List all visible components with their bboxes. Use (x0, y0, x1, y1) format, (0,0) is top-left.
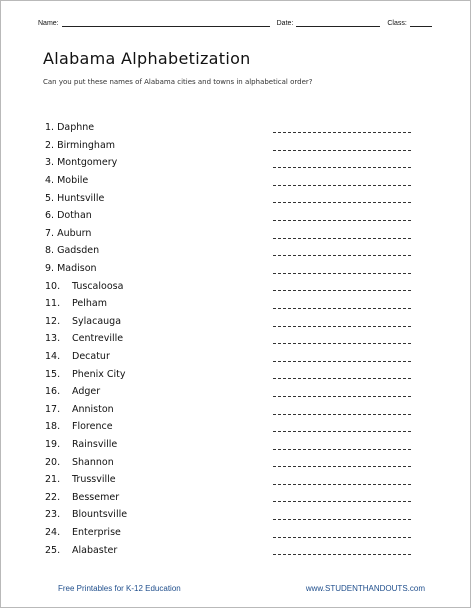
footer-website: www.STUDENTHANDOUTS.com (305, 584, 425, 593)
item-number: 2. (45, 139, 55, 151)
answer-line[interactable] (273, 281, 411, 291)
item-number: 10. (45, 280, 61, 292)
footer-left-text: Free Printables for K-12 Education (58, 584, 181, 593)
answer-line[interactable] (273, 246, 411, 256)
list-item (45, 471, 445, 489)
list-item (45, 242, 445, 260)
city-name: Trussville (72, 474, 116, 486)
city-list (45, 119, 445, 559)
list-item (45, 295, 445, 313)
date-label: Date: (276, 20, 294, 27)
item-number: 9. (45, 263, 55, 275)
footer (58, 584, 425, 593)
answer-line[interactable] (273, 193, 411, 203)
list-item (45, 330, 445, 348)
city-name: Birmingham (57, 139, 116, 151)
city-name: Montgomery (57, 157, 118, 169)
item-number: 12. (45, 315, 61, 327)
city-name: Daphne (57, 122, 95, 134)
city-name: Tuscaloosa (72, 280, 124, 292)
item-number: 13. (45, 333, 61, 345)
class-line (410, 18, 432, 27)
answer-line[interactable] (273, 299, 411, 309)
city-name: Centreville (72, 333, 124, 345)
item-number: 19. (45, 438, 61, 450)
item-number: 7. (45, 227, 55, 239)
list-item (45, 189, 445, 207)
answer-line[interactable] (273, 352, 411, 362)
item-number: 1. (45, 122, 55, 134)
page-title: Alabama Alphabetization (43, 49, 251, 68)
list-item (45, 453, 445, 471)
item-number: 15. (45, 368, 61, 380)
city-name: Rainsville (72, 438, 118, 450)
list-item (45, 401, 445, 419)
answer-line[interactable] (273, 510, 411, 520)
answer-line[interactable] (273, 440, 411, 450)
answer-line[interactable] (273, 317, 411, 327)
city-name: Anniston (72, 403, 114, 415)
answer-line[interactable] (273, 229, 411, 239)
list-item (45, 154, 445, 172)
item-number: 3. (45, 157, 55, 169)
name-label: Name: (38, 20, 59, 27)
item-number: 20. (45, 456, 61, 468)
item-number: 11. (45, 298, 61, 310)
list-item (45, 365, 445, 383)
item-number: 14. (45, 351, 61, 363)
answer-line[interactable] (273, 457, 411, 467)
list-item (45, 506, 445, 524)
item-number: 4. (45, 175, 55, 187)
list-item (45, 541, 445, 559)
class-label: Class: (387, 20, 407, 27)
city-name: Sylacauga (72, 315, 122, 327)
city-name: Decatur (72, 351, 110, 363)
list-item (45, 137, 445, 155)
list-item (45, 524, 445, 542)
item-number: 21. (45, 474, 61, 486)
city-name: Florence (72, 421, 113, 433)
list-item (45, 348, 445, 366)
answer-line[interactable] (273, 492, 411, 502)
item-number: 16. (45, 386, 61, 398)
city-name: Alabaster (72, 544, 118, 556)
list-item (45, 313, 445, 331)
city-name: Adger (72, 386, 101, 398)
city-name: Blountsville (72, 509, 128, 521)
city-name: Phenix City (72, 368, 126, 380)
list-item (45, 277, 445, 295)
date-line (296, 18, 380, 27)
answer-line[interactable] (273, 528, 411, 538)
answer-line[interactable] (273, 334, 411, 344)
item-number: 24. (45, 526, 61, 538)
header-fields (38, 13, 438, 27)
answer-line[interactable] (273, 369, 411, 379)
item-number: 6. (45, 210, 55, 222)
answer-line[interactable] (273, 123, 411, 133)
city-name: Shannon (72, 456, 114, 468)
answer-line[interactable] (273, 405, 411, 415)
answer-line[interactable] (273, 158, 411, 168)
city-name: Gadsden (57, 245, 100, 257)
item-number: 23. (45, 509, 61, 521)
list-item (45, 383, 445, 401)
item-number: 18. (45, 421, 61, 433)
answer-line[interactable] (273, 264, 411, 274)
answer-line[interactable] (273, 422, 411, 432)
answer-line[interactable] (273, 141, 411, 151)
item-number: 5. (45, 192, 55, 204)
name-line (62, 18, 270, 27)
city-name: Pelham (72, 298, 107, 310)
city-name: Dothan (57, 210, 92, 222)
list-item (45, 119, 445, 137)
city-name: Auburn (57, 227, 92, 239)
answer-line[interactable] (273, 545, 411, 555)
city-name: Bessemer (72, 491, 120, 503)
list-item (45, 418, 445, 436)
list-item (45, 488, 445, 506)
item-number: 17. (45, 403, 61, 415)
list-item (45, 207, 445, 225)
answer-line[interactable] (273, 387, 411, 397)
item-number: 22. (45, 491, 61, 503)
answer-line[interactable] (273, 176, 411, 186)
city-name: Huntsville (57, 192, 105, 204)
item-number: 25. (45, 544, 61, 556)
list-item (45, 172, 445, 190)
item-number: 8. (45, 245, 55, 257)
list-item (45, 225, 445, 243)
answer-line[interactable] (273, 211, 411, 221)
city-name: Mobile (57, 175, 89, 187)
city-name: Enterprise (72, 526, 121, 538)
answer-line[interactable] (273, 475, 411, 485)
city-name: Madison (57, 263, 97, 275)
list-item (45, 260, 445, 278)
instructions: Can you put these names of Alabama cities and towns in alphabetical order? (43, 78, 313, 86)
list-item (45, 436, 445, 454)
